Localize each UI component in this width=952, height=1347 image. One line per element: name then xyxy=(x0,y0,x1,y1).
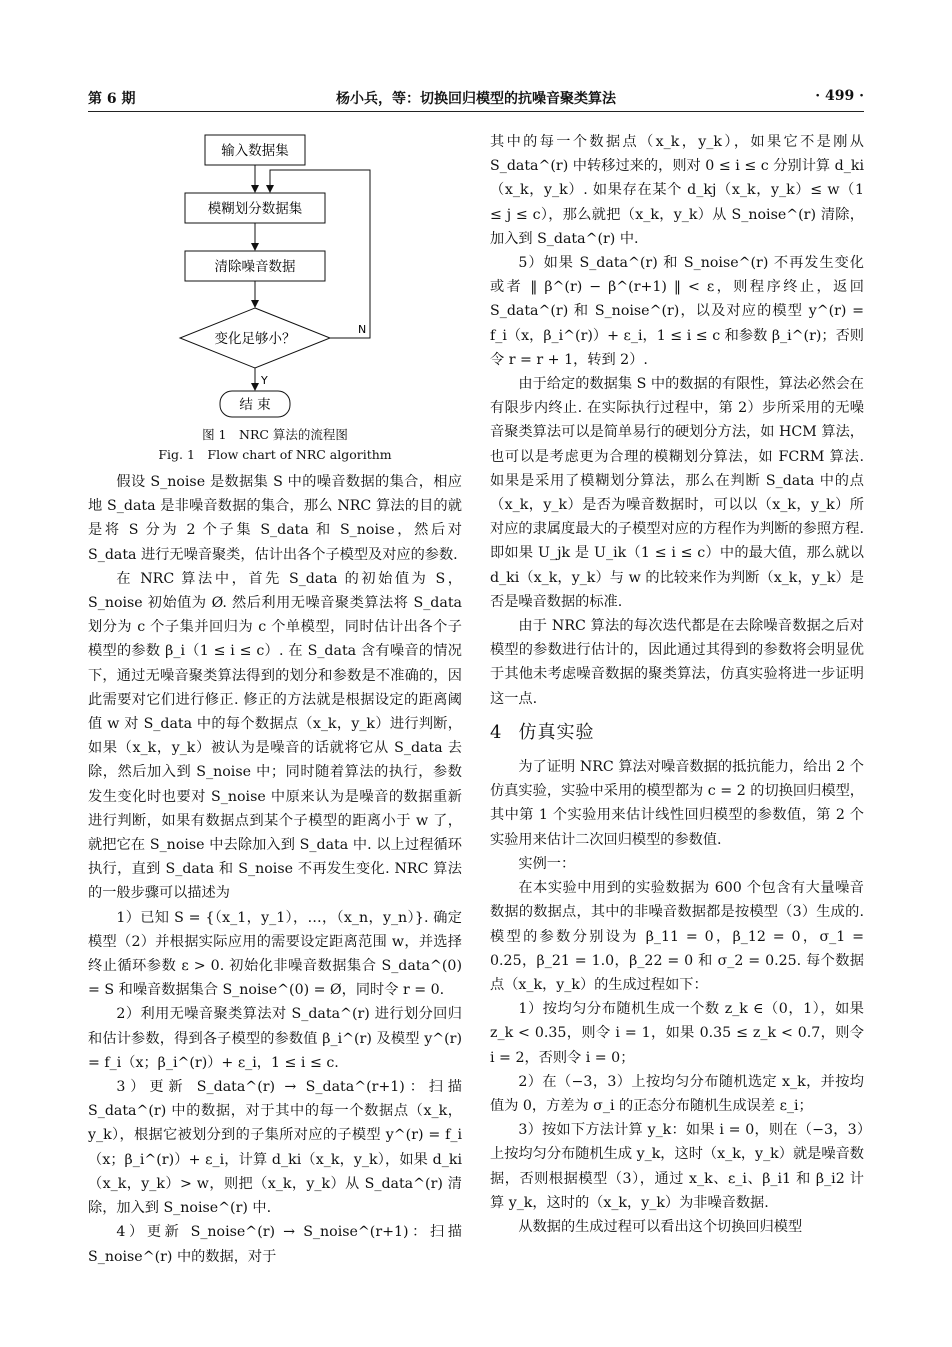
step-2: 2）利用无噪音聚类算法对 S_data^(r) 进行划分回归和估计参数，得到各子模型的参数值 β_i^(r) 及模型 y^(r) = f_i（x；β_i^(r)）+ ε_i，1 ≤ i ≤ c. xyxy=(88,1006,462,1071)
flow-node-partition-label: 模糊划分数据集 xyxy=(207,201,303,217)
step-4: 4）更新 S_noise^(r) → S_noise^(r+1)：扫描 S_noise^(r) 中的数据，对于 xyxy=(88,1224,462,1265)
header-rule xyxy=(88,111,864,112)
running-title: 杨小兵，等：切换回归模型的抗噪音聚类算法 xyxy=(336,91,616,107)
figure-caption-zh: 图 1 NRC 算法的流程图 xyxy=(202,427,348,442)
step-1: 1）已知 S = {（x_1，y_1），…，（x_n，y_n）}. 确定模型（2）并根据实际应用的需要设定距离范围 w，并选择终止循环参数 ε > 0. 初始化非噪音数据集合 S_data^(0) = S 和噪音数据集合 S_noise^(0) = Ø，同时令 r = 0. xyxy=(88,909,462,999)
flowchart-figure xyxy=(88,130,462,470)
issue-number: 第 6 期 xyxy=(88,91,136,107)
flow-node-input-label: 输入数据集 xyxy=(221,143,289,159)
generation-step-3: 3）按如下方法计算 y_k：如果 i = 0，则在（−3，3）上按均匀分布随机生成 y_k，这时（x_k，y_k）就是噪音数据，否则根据模型（3），通过 x_k、ε_i、β_i1 和 β_i2 计算 y_k，这时的（x_k，y_k）为非噪音数据. xyxy=(490,1122,864,1211)
flowchart-diagram xyxy=(88,130,462,420)
section-title: 仿真实验 xyxy=(518,721,595,743)
paragraph: 为了证明 NRC 算法对噪音数据的抵抗能力，给出 2 个仿真实验，实验中采用的模型都为 c = 2 的切换回归模型，其中第 1 个实验用来估计线性回归模型的参数值，第 2 个实验用来估计二次回归模型的参数值. xyxy=(490,759,864,848)
paragraph: 由于给定的数据集 S 中的数据的有限性，算法必然会在有限步内终止. 在实际执行过程中，第 2）步所采用的无噪音聚类算法可以是简单易行的硬划分方法，如 HCM 算法，也可以是考虑更为合理的模糊划分算法，如 FCRM 算法. 如果是采用了模糊划分算法，那么在判断 S_data 中的点（x_k，y_k）是否为噪音数据时，可以以（x_k，y_k）所对应的隶属度最大的子模型对应的方程作为判断的参照方程. 即如果 U_jk 是 U_ik（1 ≤ i ≤ c）中的最大值，那么就以 d_ki（x_k，y_k）与 w 的比较来作为判断（x_k，y_k）是否是噪音数据的标准. xyxy=(490,376,864,610)
paragraph: 在 NRC 算法中，首先 S_data 的初始值为 S，S_noise 初始值为 Ø. 然后利用无噪音聚类算法将 S_data 划分为 c 个子集并回归为 c 个单模型，同时估计出各个子模型的参数 β_i（1 ≤ i ≤ c）. 在 S_data 含有噪音的情况下，通过无噪音聚类算法得到的划分和参数是不准确的，因此需要对它们进行修正. 修正的方法就是根据设定的距离阈值 w 对 S_data 中的每个数据点（x_k，y_k）进行判断，如果（x_k，y_k）被认为是噪音的话就将它从 S_data 去除，然后加入到 S_noise 中；同时随着算法的执行，参数发生变化时也要对 S_noise 中原来认为是噪音的数据重新进行判断，如果有数据点到某个子模型的距离小于 w 了，就把它在 S_noise 中去除加入到 S_data 中. 以上过程循环执行，直到 S_data 和 S_noise 不再发生变化. NRC 算法的一般步骤可以描述为 xyxy=(88,570,462,902)
generation-step-1: 1）按均匀分布随机生成一个数 z_k ∈（0，1），如果 z_k < 0.35，则令 i = 1，如果 0.35 ≤ z_k < 0.7，则令 i = 2，否则令 i = 0； xyxy=(490,1001,864,1066)
step-5: 5）如果 S_data^(r) 和 S_noise^(r) 不再发生变化或者 ‖ β^(r) − β^(r+1) ‖ < ε，则程序终止，返回 S_data^(r) 和 S_noise^(r)，以及对应的模型 y^(r) = f_i（x，β_i^(r)）+ ε_i，1 ≤ i ≤ c 和参数 β_i^(r)；否则令 r = r + 1，转到 2）. xyxy=(490,255,864,368)
flow-node-end-label: 结 束 xyxy=(239,397,271,413)
paragraph: 由于 NRC 算法的每次迭代都是在去除噪音数据之后对模型的参数进行估计的，因此通过其得到的参数将会明显优于其他未考虑噪音数据的聚类算法，仿真实验将进一步证明这一点. xyxy=(490,618,864,707)
paragraph: 在本实验中用到的实验数据为 600 个包含有大量噪音数据的数据点，其中的非噪音数据都是按模型（3）生成的. 模型的参数分别设为 β_11 = 0，β_12 = 0，σ_1 = 0.25，β_21 = 1.0，β_22 = 0 和 σ_2 = 0.25. 每个数据点（x_k，y_k）的生成过程如下： xyxy=(490,880,864,993)
example-label: 实例一： xyxy=(518,855,576,872)
figure-caption-en: Fig. 1 Flow chart of NRC algorithm xyxy=(158,447,392,462)
section-heading xyxy=(490,721,864,745)
right-column xyxy=(490,130,864,1239)
flow-label-yes: Y xyxy=(261,374,268,387)
page-header xyxy=(88,88,864,108)
paragraph: 从数据的生成过程可以看出这个切换回归模型 xyxy=(518,1218,803,1235)
section-number: 4 xyxy=(490,721,503,743)
flow-node-clean-label: 清除噪音数据 xyxy=(214,259,296,275)
paragraph: 假设 S_noise 是数据集 S 中的噪音数据的集合，相应地 S_data 是非噪音数据的集合，那么 NRC 算法的目的就是将 S 分为 2 个子集 S_data 和 S_noise，然后对 S_data 进行无噪音聚类，估计出各个子模型及对应的参数. xyxy=(88,474,462,563)
flow-node-decision-label: 变化足够小？ xyxy=(214,331,296,347)
page-number: · 499 · xyxy=(815,88,864,104)
generation-step-2: 2）在（−3，3）上按均匀分布随机选定 x_k，并按均值为 0，方差为 σ_i 的正态分布随机生成误差 ε_i； xyxy=(490,1073,864,1114)
step-3: 3）更新 S_data^(r) → S_data^(r+1)：扫描 S_data^(r) 中的数据，对于其中的每一个数据点（x_k，y_k），根据它被划分到的子集所对应的子模型 y^(r) = f_i（x；β_i^(r)）+ ε_i，计算 d_ki（x_k，y_k），如果 d_ki（x_k，y_k）> w，则把（x_k，y_k）从 S_data^(r) 清除，加入到 S_noise^(r) 中. xyxy=(88,1079,462,1217)
step-4-continued: 其中的每一个数据点（x_k，y_k），如果它不是刚从 S_data^(r) 中转移过来的，则对 0 ≤ i ≤ c 分别计算 d_ki（x_k，y_k）. 如果存在某个 d_kj（x_k，y_k）≤ w（1 ≤ j ≤ c），那么就把（x_k，y_k）从 S_noise^(r) 清除，加入到 S_data^(r) 中. xyxy=(490,134,864,247)
flow-label-no: N xyxy=(358,323,367,336)
left-column xyxy=(88,130,462,1269)
